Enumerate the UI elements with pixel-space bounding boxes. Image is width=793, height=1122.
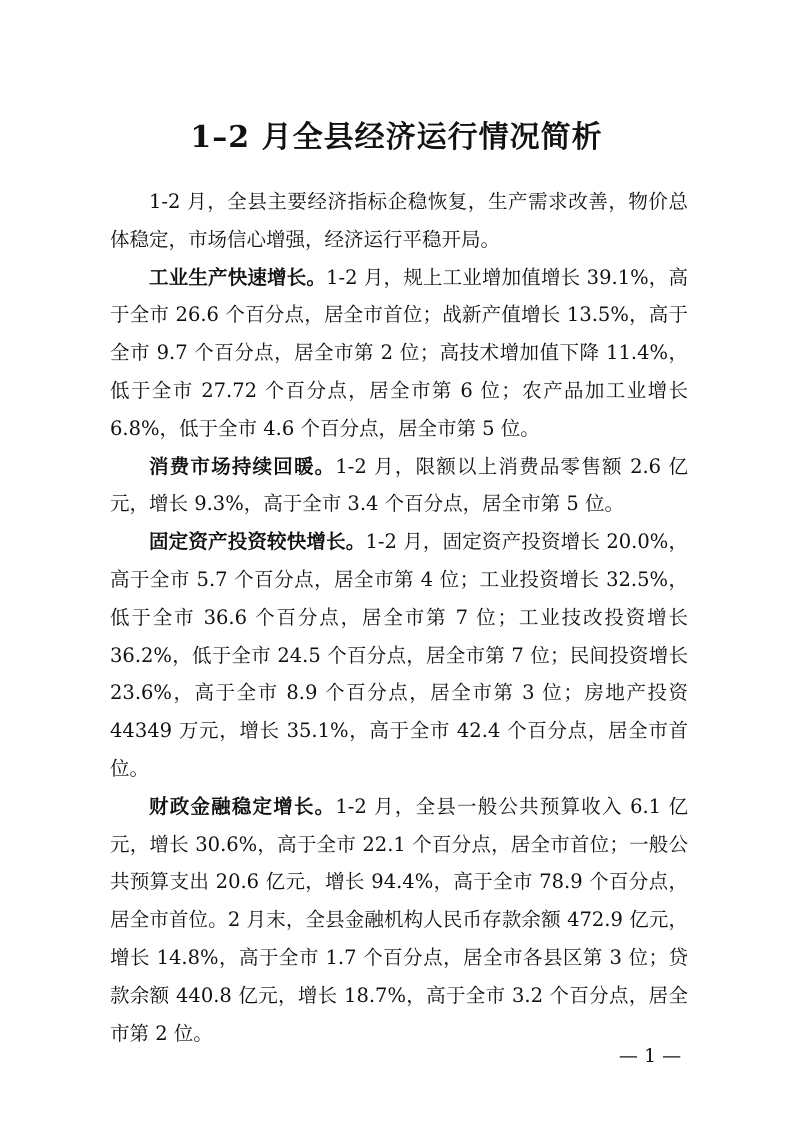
section-industry (110, 259, 688, 448)
page-number: — 1 — (618, 1045, 682, 1067)
section-heading-investment: 固定资产投资较快增长。 (149, 530, 366, 554)
section-heading-finance: 财政金融稳定增长。 (149, 794, 336, 818)
section-consumption (110, 448, 688, 524)
intro-paragraph: 1-2 月，全县主要经济指标企稳恢复，生产需求改善，物价总体稳定，市场信心增强，经济运行平稳开局。 (110, 190, 688, 251)
section-investment (110, 523, 688, 788)
section-text-industry: 1-2 月，规上工业增加值增长 39.1%，高于全市 26.6 个百分点，居全市首位；战新产值增长 13.5%，高于全市 9.7 个百分点，居全市第 2 位；高技术增加值下降 11.4%，低于全市 27.72 个百分点，居全市第 6 位；农产品加工业增长 6.8%，低于全市 4.6 个百分点，居全市第 5 位。 (110, 265, 688, 440)
section-text-investment: 1-2 月，固定资产投资增长 20.0%，高于全市 5.7 个百分点，居全市第 4 位；工业投资增长 32.5%，低于全市 36.6 个百分点，居全市第 7 位；工业技改投资增长 36.2%，低于全市 24.5 个百分点，居全市第 7 位；民间投资增长 23.6%，高于全市 8.9 个百分点，居全市第 3 位；房地产投资 44349 万元，增长 35.1%，高于全市 42.4 个百分点，居全市首位。 (110, 530, 688, 780)
section-heading-consumption: 消费市场持续回暖。 (149, 454, 336, 478)
section-text-consumption: 1-2 月，限额以上消费品零售额 2.6 亿元，增长 9.3%，高于全市 3.4 个百分点，居全市第 5 位。 (110, 454, 688, 516)
section-text-finance: 1-2 月，全县一般公共预算收入 6.1 亿元，增长 30.6%，高于全市 22.1 个百分点，居全市首位；一般公共预算支出 20.6 亿元，增长 94.4%，高于全市 78.9 个百分点，居全市首位。2 月末，全县金融机构人民币存款余额 472.9 亿元，增长 14.8%，高于全市 1.7 个百分点，居全市各县区第 3 位；贷款余额 440.8 亿元，增长 18.7%，高于全市 3.2 个百分点，居全市第 2 位。 (110, 794, 688, 1045)
section-finance (110, 788, 688, 1053)
document-body (110, 183, 688, 1052)
page-title: 1–2 月全县经济运行情况简析 (190, 120, 603, 155)
section-heading-industry: 工业生产快速增长。 (149, 265, 327, 289)
